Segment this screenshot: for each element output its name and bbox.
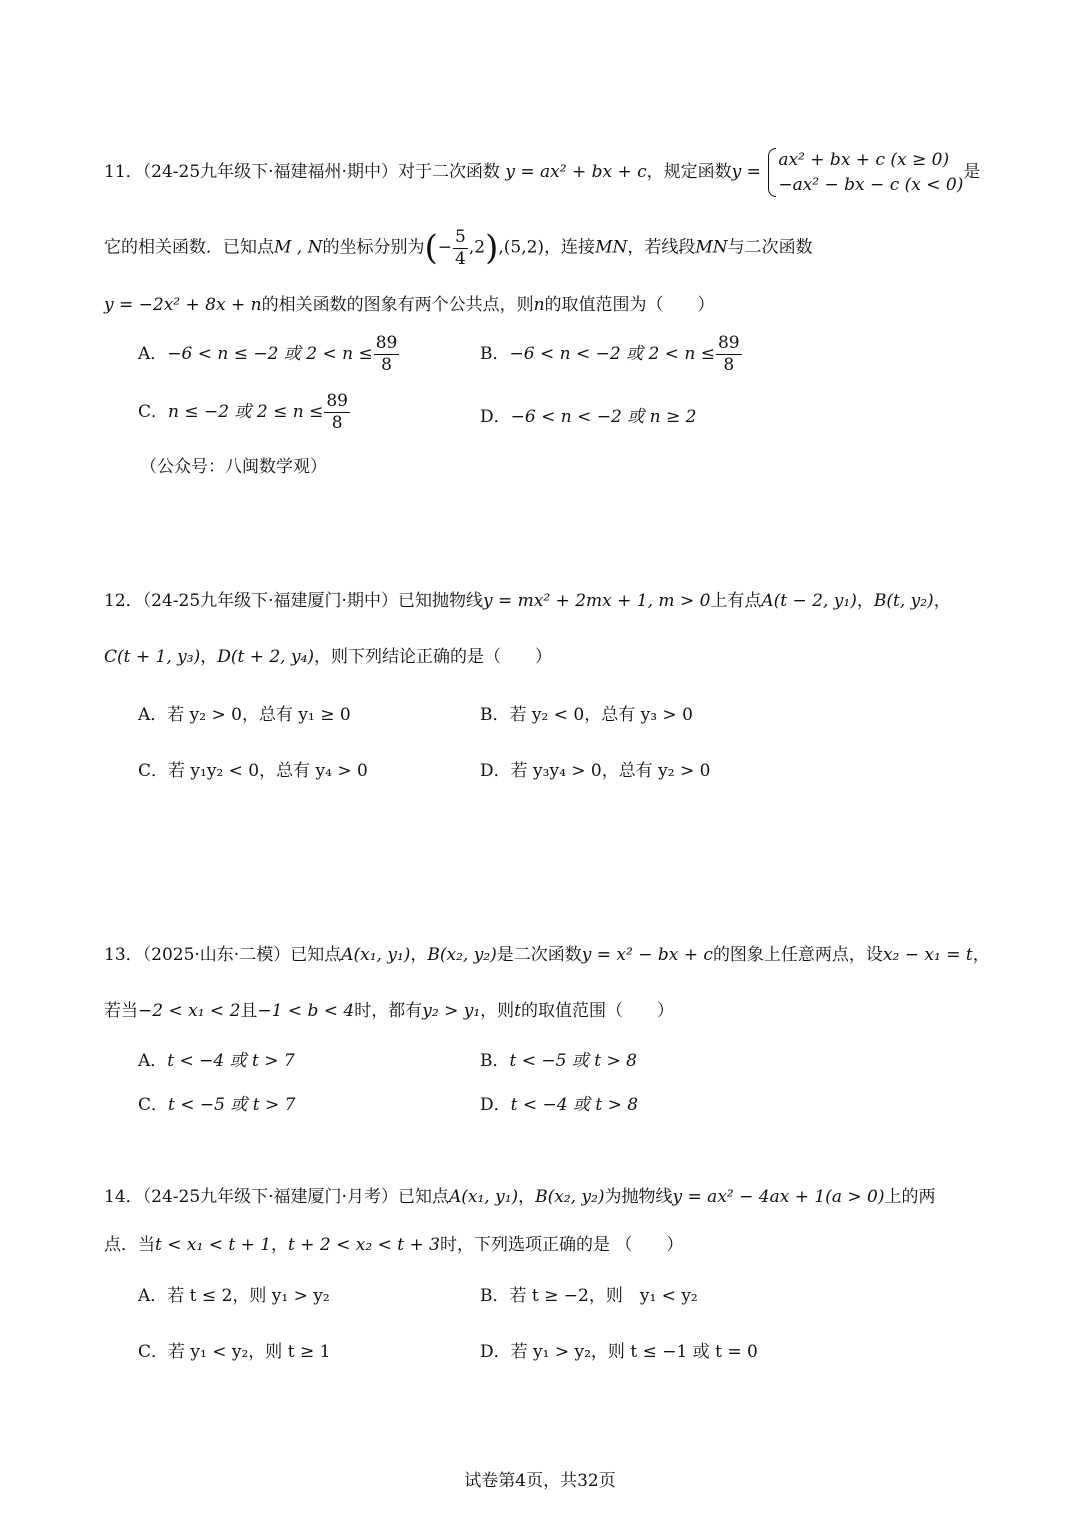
q14-option-a-label: A． [138,1286,168,1306]
q11-option-b[interactable] [480,335,743,374]
q14-option-c-text: 若 y₁ < y₂，则 t ≥ 1 [168,1342,331,1362]
q11-option-d[interactable] [480,402,696,427]
q13-line-2 [104,996,980,1021]
q14-option-a-text: 若 t ≤ 2，则 y₁ > y₂ [167,1286,330,1306]
q13-stem-g: 且 [240,1001,258,1021]
q12-option-d[interactable] [480,756,710,781]
q11-MN-1: MN [595,237,628,258]
page-footer: 试卷第4页，共32页 [464,1471,616,1491]
q13-option-c-text: t < −5 或 t > 7 [168,1095,296,1115]
q11-piecewise [766,148,963,197]
q11-option-b-text: −6 < n < −2 或 2 < n ≤ [509,344,715,364]
q12-option-a[interactable] [138,700,351,725]
q11-stem-j: 的取值范围为（ ） [544,295,715,315]
q11-stem-d: 它的相关函数．已知点 [104,237,274,258]
q14-formula: y = ax² − 4ax + 1(a > 0) [672,1187,885,1207]
q14-source: （24-25九年级下·福建厦门·月考） [142,1187,398,1207]
q11-pt-frac [453,226,468,269]
q13-cond-3: y₂ > y₁ [422,1001,481,1021]
q11-option-c-num: 89 [326,391,348,411]
q11-yeq: y = [731,162,761,183]
q11-pt-num: 5 [455,226,466,247]
q14-option-d-text: 若 y₁ > y₂，则 t ≤ −1 或 t = 0 [510,1342,758,1362]
q11-option-c[interactable] [138,393,351,432]
q11-option-b-label: B． [480,344,510,364]
q14-stem-c: 为抛物线 [604,1187,673,1207]
q14-cond-2: t + 2 < x₂ < t + 3 [288,1235,440,1255]
q11-option-b-den: 8 [723,355,735,375]
q11-stem-e: 的坐标分别为 [322,237,425,258]
q12-source: （24-25九年级下·福建厦门·期中） [142,591,398,611]
q13-t: t [514,1001,521,1021]
q14-option-d[interactable] [480,1337,758,1362]
q14-stem-f: ， [271,1235,289,1255]
q12-line-1 [104,586,980,611]
q14-point-b: B(x₂, y₂) [535,1187,605,1207]
q14-stem-b: ， [518,1187,536,1207]
q12-option-a-text: 若 y₂ > 0，总有 y₁ ≥ 0 [167,705,351,725]
q12-stem-f: ，则下列结论正确的是（ ） [314,647,553,667]
q13-option-c-label: C． [138,1095,169,1115]
q11-formula-1: y = ax² + bx + c [505,162,647,183]
q12-option-b[interactable] [480,700,693,725]
q12-formula: y = mx² + 2mx + 1, m > 0 [482,591,711,611]
q11-stem-c: 是 [963,162,981,183]
q13-cond-2: −1 < b < 4 [257,1001,355,1021]
q11-stem-h: 与二次函数 [727,237,813,258]
q11-pt-b: ,2 [468,237,486,258]
q13-option-a-label: A． [138,1051,168,1071]
q11-option-a-den: 8 [381,355,392,375]
q13-formula: y = x² − bx + c [581,945,713,965]
q14-stem-g: 时，下列选项正确的是 （ ） [439,1235,684,1255]
q14-point-a: A(x₁, y₁) [448,1187,519,1207]
q12-stem-b: 上有点 [710,591,762,611]
q12-option-a-label: A． [138,705,168,725]
q11-pt-den: 4 [455,248,466,269]
q11-stem-g: ，若线段 [627,237,696,258]
q14-line-2 [104,1230,980,1255]
q14-stem-e: 点．当 [104,1235,155,1255]
q11-option-b-frac [716,335,742,374]
q14-option-c[interactable] [138,1337,330,1362]
q11-stem-a: 对于二次函数 [397,162,500,183]
q12-option-c-text: 若 y₁y₂ < 0，总有 y₄ > 0 [168,761,368,781]
q11-pt-c: ,(5,2) [498,237,545,258]
q11-stem-f: ，连接 [544,237,596,258]
q14-option-b[interactable] [480,1281,698,1306]
q12-number: 12． [104,591,143,611]
q11-option-c-frac [324,393,350,432]
q12-point-d: D(t + 2, y₄) [217,647,315,667]
q13-stem-c: 是二次函数 [496,945,582,965]
q14-option-c-label: C． [138,1342,169,1362]
q13-option-d-text: t < −4 或 t > 8 [510,1095,639,1115]
q11-option-d-text: −6 < n < −2 或 n ≥ 2 [510,407,697,427]
q13-point-a: A(x₁, y₁) [341,945,411,965]
q13-stem-d: 的图象上任意两点，设 [712,945,883,965]
q11-option-a-label: A． [138,344,168,364]
q13-option-a-text: t < −4 或 t > 7 [167,1051,295,1071]
q12-stem-a: 已知抛物线 [397,591,483,611]
q13-option-c[interactable] [138,1090,295,1115]
q12-option-d-text: 若 y₃y₄ > 0，总有 y₂ > 0 [510,761,711,781]
q13-stem-b: ， [410,945,428,965]
q14-option-d-label: D． [480,1342,511,1362]
q12-stem-e: ， [200,647,218,667]
q11-option-b-num: 89 [717,333,740,353]
q14-option-a[interactable] [138,1281,330,1306]
q12-stem-c: ， [856,591,874,611]
q11-formula-2: y = −2x² + 8x + n [104,295,262,315]
q11-option-c-text: n ≤ −2 或 2 ≤ n ≤ [168,402,324,422]
q14-option-b-text: 若 t ≥ −2，则 y₁ < y₂ [509,1286,698,1306]
q12-option-c[interactable] [138,756,368,781]
q13-diff: x₂ − x₁ = t [882,945,973,965]
q12-option-b-text: 若 y₂ < 0，总有 y₃ > 0 [509,705,693,725]
q11-piece-1: ax² + bx + c (x ≥ 0) [778,150,950,170]
q12-option-d-label: D． [480,761,511,781]
q11-n: n [533,295,545,315]
q14-stem-d: 上的两 [884,1187,936,1207]
q11-stem-i: 的相关函数的图象有两个公共点，则 [261,295,534,315]
q12-point-c: C(t + 1, y₃) [104,647,201,667]
q11-note: （公众号：八闽数学观） [140,457,327,477]
q13-stem-h: 时，都有 [354,1001,423,1021]
q11-option-a[interactable] [138,335,400,374]
q14-stem-a: 已知点 [397,1187,449,1207]
q11-option-a-num: 89 [375,333,398,353]
q13-stem-j: 的取值范围（ ） [521,1001,674,1021]
q13-cond-1: −2 < x₁ < 2 [138,1001,241,1021]
q11-option-c-den: 8 [331,413,343,433]
q11-option-a-frac [374,335,400,374]
q13-option-d-label: D． [480,1095,511,1115]
q13-stem-a: 已知点 [290,945,342,965]
q11-option-c-label: C． [138,402,169,422]
q13-number: 13． [104,945,143,965]
q11-MN-2: MN [695,237,728,258]
q13-option-b-label: B． [480,1051,510,1071]
q13-source: （2025·山东·二模） [142,945,291,965]
q13-option-b-text: t < −5 或 t > 8 [509,1051,637,1071]
q13-line-1 [104,940,990,965]
q12-line-2 [104,642,980,667]
q12-point-b: B(t, y₂) [873,591,934,611]
q11-source: （24-25九年级下·福建福州·期中） [142,162,398,183]
q12-point-a: A(t − 2, y₁) [761,591,857,611]
q13-option-a[interactable] [138,1046,295,1071]
q12-option-b-label: B． [480,705,510,725]
q11-piece-2: −ax² − bx − c (x < 0) [778,174,964,195]
q13-stem-e: ， [972,945,990,965]
q11-mn: M , N [274,237,323,258]
q12-option-c-label: C． [138,761,169,781]
q14-option-b-label: B． [480,1286,510,1306]
q14-number: 14． [104,1187,143,1207]
q11-line-2: 它的相关函数．已知点M , N的坐标分别为(− $\frac{5}{4}$ ,2),(5,2)，连接MN，若线段MN与二次函数 [104,226,813,269]
q13-option-d[interactable] [480,1090,638,1115]
q11-option-d-label: D． [480,407,511,427]
q13-point-b: B(x₂, y₂) [427,945,497,965]
q13-stem-f: 若当 [104,1001,138,1021]
q11-pt-minus: − [437,237,453,258]
q13-option-b[interactable] [480,1046,637,1071]
q11-line-3 [104,290,980,315]
q14-cond-1: t < x₁ < t + 1 [155,1235,272,1255]
q11-number: 11． [104,162,143,183]
q11-stem-b: ，规定函数 [646,162,732,183]
q11-line-1 [104,148,980,197]
q13-stem-i: ，则 [480,1001,515,1021]
q11-option-a-text: −6 < n ≤ −2 或 2 < n ≤ [167,344,373,364]
q14-line-1 [104,1182,980,1207]
q12-stem-d: ， [933,591,951,611]
